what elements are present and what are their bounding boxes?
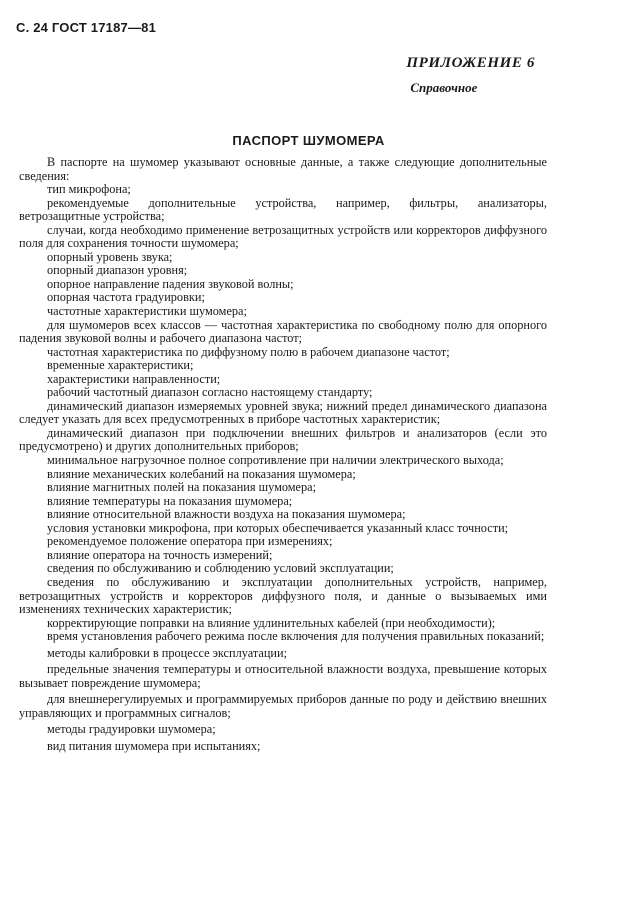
body-paragraph: время установления рабочего режима после включения для получения правильных показаний; [47, 629, 545, 644]
body-paragraph: корректирующие поправки на влияние удлинительных кабелей (при необходимости); [47, 615, 496, 630]
body-paragraph: влияние механических колебаний на показания шумомера; [47, 466, 356, 481]
body-paragraph: влияние температуры на показания шумомера; [47, 493, 293, 508]
body-paragraph: динамический диапазон при подключении внешних фильтров и анализаторов (если это предусмотрено) и других дополнительных приборов; [19, 425, 547, 454]
body-paragraph: опорный уровень звука; [47, 249, 173, 264]
body-paragraph: сведения по обслуживанию и соблюдению условий эксплуатации; [47, 561, 394, 576]
body-paragraph: опорное направление падения звуковой волны; [47, 276, 294, 291]
body-paragraph: опорная частота градуировки; [47, 290, 205, 305]
body-paragraph: влияние магнитных полей на показания шумомера; [47, 480, 317, 495]
appendix-kind: Справочное [410, 80, 478, 95]
appendix-number: ПРИЛОЖЕНИЕ 6 [406, 55, 535, 71]
body-paragraph: рабочий частотный диапазон согласно настоящему стандарту; [47, 385, 373, 400]
document-body [19, 156, 547, 754]
body-paragraph: рекомендуемое положение оператора при измерениях; [47, 534, 333, 549]
body-paragraph: вид питания шумомера при испытаниях; [47, 738, 261, 753]
body-paragraph: сведения по обслуживанию и эксплуатации дополнительных устройств, например, ветрозащитных устройств и корректоров диффузного поля, и данные о вызываемых ими изменениях технических характеристик; [19, 574, 547, 617]
body-paragraph: случаи, когда необходимо применение ветрозащитных устройств или корректоров диффузного поля для сохранения точности шумомера; [19, 222, 547, 251]
body-paragraph: для шумомеров всех классов — частотная характеристика по свободному полю для опорного падения звуковой волны и рабочего диапазона частот; [19, 317, 547, 346]
body-paragraph: рекомендуемые дополнительные устройства, например, фильтры, анализаторы, ветрозащитные устройства; [19, 195, 547, 224]
body-paragraph: временные характеристики; [47, 358, 194, 373]
body-paragraph: предельные значения температуры и относительной влажности воздуха, превышение которых вызывает повреждение шумомера; [19, 662, 547, 690]
body-paragraph: В паспорте на шумомер указывают основные данные, а также следующие дополнительные сведения: [19, 155, 547, 183]
body-paragraph: опорный диапазон уровня; [47, 263, 188, 278]
body-paragraph: методы калибровки в процессе эксплуатации; [47, 645, 287, 660]
appendix-block [406, 55, 535, 96]
body-paragraph: частотная характеристика по диффузному полю в рабочем диапазоне частот; [47, 344, 450, 359]
body-paragraph: динамический диапазон измеряемых уровней звука; нижний предел динамического диапазона следует указать для всех предусмотренных в приборе частотных характеристик; [19, 398, 547, 427]
body-paragraph: влияние относительной влажности воздуха на показания шумомера; [47, 507, 406, 522]
document-title: ПАСПОРТ ШУМОМЕРА [232, 133, 385, 148]
body-paragraph: характеристики направленности; [47, 371, 221, 386]
page-header: С. 24 ГОСТ 17187—81 [16, 20, 157, 35]
body-paragraph: тип микрофона; [47, 182, 131, 197]
body-paragraph: условия установки микрофона, при которых обеспечивается указанный класс точности; [47, 520, 509, 535]
body-paragraph: для внешнерегулируемых и программируемых приборов данные по роду и действию внешних управляющих и программных сигналов; [19, 692, 547, 720]
body-paragraph: влияние оператора на точность измерений; [47, 547, 273, 562]
body-paragraph: минимальное нагрузочное полное сопротивление при наличии электрического выхода; [47, 453, 504, 468]
body-paragraph: методы градуировки шумомера; [47, 722, 216, 737]
body-paragraph: частотные характеристики шумомера; [47, 304, 247, 319]
